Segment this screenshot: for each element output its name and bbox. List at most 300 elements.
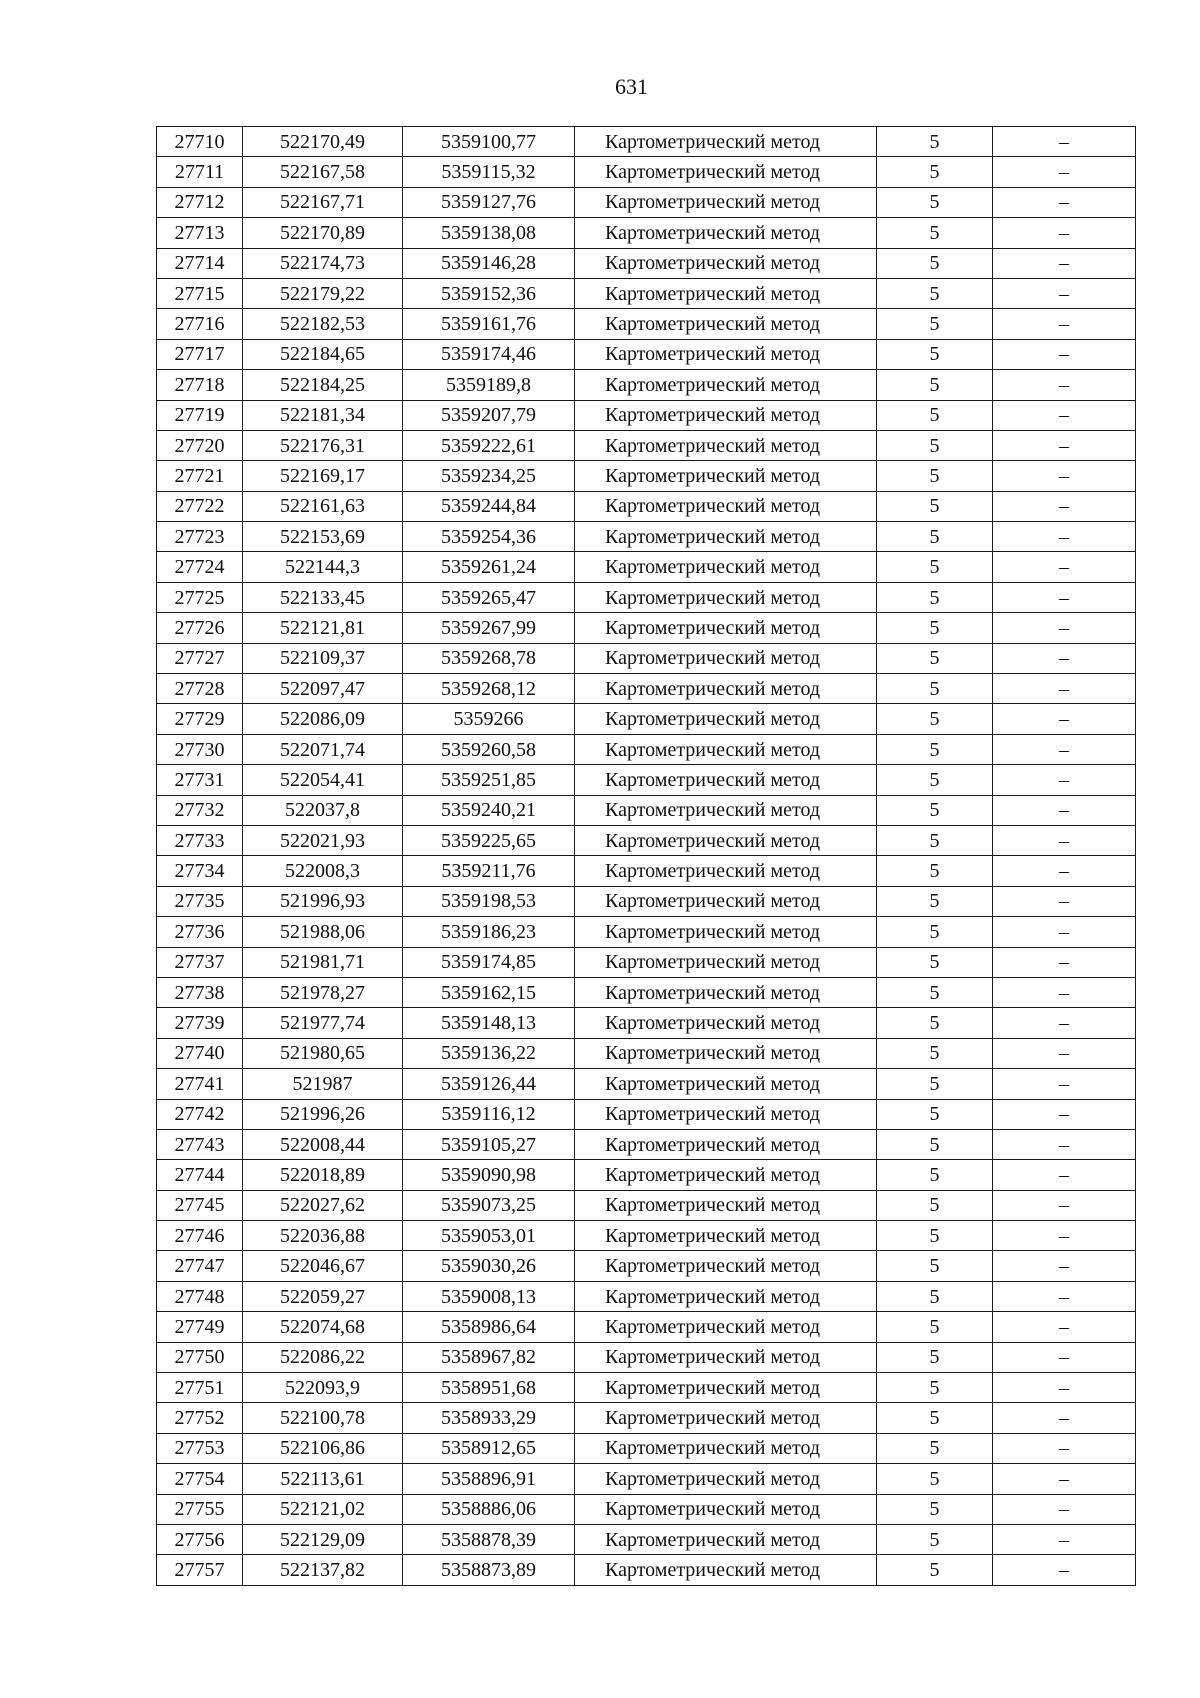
method-cell: Картометрический метод: [575, 1342, 877, 1372]
method-cell: Картометрический метод: [575, 552, 877, 582]
point-number-cell: 27723: [157, 522, 243, 552]
accuracy-cell: 5: [877, 1008, 993, 1038]
table-row: [157, 430, 1136, 460]
description-cell: –: [993, 309, 1136, 339]
y-coordinate-cell: 5359105,27: [403, 1129, 575, 1159]
method-cell: Картометрический метод: [575, 1099, 877, 1129]
accuracy-cell: 5: [877, 947, 993, 977]
point-number-cell: 27728: [157, 674, 243, 704]
y-coordinate-cell: 5359240,21: [403, 795, 575, 825]
accuracy-cell: 5: [877, 1038, 993, 1068]
table-row: [157, 1008, 1136, 1038]
point-number-cell: 27753: [157, 1433, 243, 1463]
description-cell: –: [993, 157, 1136, 187]
table-row: [157, 127, 1136, 157]
point-number-cell: 27743: [157, 1129, 243, 1159]
x-coordinate-cell: 522071,74: [243, 734, 403, 764]
table-row: [157, 1190, 1136, 1220]
point-number-cell: 27734: [157, 856, 243, 886]
point-number-cell: 27742: [157, 1099, 243, 1129]
method-cell: Картометрический метод: [575, 1221, 877, 1251]
description-cell: –: [993, 1555, 1136, 1585]
table-row: [157, 917, 1136, 947]
point-number-cell: 27745: [157, 1190, 243, 1220]
point-number-cell: 27741: [157, 1069, 243, 1099]
x-coordinate-cell: 522121,02: [243, 1494, 403, 1524]
point-number-cell: 27711: [157, 157, 243, 187]
x-coordinate-cell: 522176,31: [243, 430, 403, 460]
y-coordinate-cell: 5359234,25: [403, 461, 575, 491]
accuracy-cell: 5: [877, 1099, 993, 1129]
table-row: [157, 1524, 1136, 1554]
x-coordinate-cell: 521977,74: [243, 1008, 403, 1038]
table-row: [157, 1251, 1136, 1281]
accuracy-cell: 5: [877, 491, 993, 521]
description-cell: –: [993, 1494, 1136, 1524]
point-number-cell: 27732: [157, 795, 243, 825]
point-number-cell: 27730: [157, 734, 243, 764]
method-cell: Картометрический метод: [575, 704, 877, 734]
y-coordinate-cell: 5358933,29: [403, 1403, 575, 1433]
x-coordinate-cell: 522129,09: [243, 1524, 403, 1554]
y-coordinate-cell: 5359116,12: [403, 1099, 575, 1129]
accuracy-cell: 5: [877, 795, 993, 825]
y-coordinate-cell: 5358886,06: [403, 1494, 575, 1524]
method-cell: Картометрический метод: [575, 127, 877, 157]
method-cell: Картометрический метод: [575, 613, 877, 643]
accuracy-cell: 5: [877, 1221, 993, 1251]
table-row: [157, 552, 1136, 582]
accuracy-cell: 5: [877, 582, 993, 612]
y-coordinate-cell: 5359162,15: [403, 977, 575, 1007]
table-row: [157, 522, 1136, 552]
method-cell: Картометрический метод: [575, 1464, 877, 1494]
accuracy-cell: 5: [877, 825, 993, 855]
description-cell: –: [993, 218, 1136, 248]
method-cell: Картометрический метод: [575, 218, 877, 248]
y-coordinate-cell: 5358896,91: [403, 1464, 575, 1494]
coordinates-table: [156, 126, 1136, 1586]
table-row: [157, 309, 1136, 339]
accuracy-cell: 5: [877, 886, 993, 916]
accuracy-cell: 5: [877, 248, 993, 278]
accuracy-cell: 5: [877, 1403, 993, 1433]
description-cell: –: [993, 461, 1136, 491]
method-cell: Картометрический метод: [575, 278, 877, 308]
table-row: [157, 1312, 1136, 1342]
x-coordinate-cell: 522113,61: [243, 1464, 403, 1494]
table-row: [157, 157, 1136, 187]
accuracy-cell: 5: [877, 1342, 993, 1372]
point-number-cell: 27752: [157, 1403, 243, 1433]
point-number-cell: 27716: [157, 309, 243, 339]
description-cell: –: [993, 127, 1136, 157]
method-cell: Картометрический метод: [575, 1069, 877, 1099]
point-number-cell: 27731: [157, 765, 243, 795]
method-cell: Картометрический метод: [575, 1524, 877, 1554]
x-coordinate-cell: 522179,22: [243, 278, 403, 308]
description-cell: –: [993, 1251, 1136, 1281]
y-coordinate-cell: 5359174,46: [403, 339, 575, 369]
description-cell: –: [993, 400, 1136, 430]
method-cell: Картометрический метод: [575, 795, 877, 825]
description-cell: –: [993, 582, 1136, 612]
x-coordinate-cell: 521980,65: [243, 1038, 403, 1068]
x-coordinate-cell: 522086,22: [243, 1342, 403, 1372]
x-coordinate-cell: 522106,86: [243, 1433, 403, 1463]
point-number-cell: 27724: [157, 552, 243, 582]
point-number-cell: 27725: [157, 582, 243, 612]
description-cell: –: [993, 674, 1136, 704]
method-cell: Картометрический метод: [575, 674, 877, 704]
x-coordinate-cell: 522109,37: [243, 643, 403, 673]
y-coordinate-cell: 5359266: [403, 704, 575, 734]
table-row: [157, 1342, 1136, 1372]
point-number-cell: 27727: [157, 643, 243, 673]
method-cell: Картометрический метод: [575, 856, 877, 886]
point-number-cell: 27740: [157, 1038, 243, 1068]
point-number-cell: 27756: [157, 1524, 243, 1554]
description-cell: –: [993, 1221, 1136, 1251]
x-coordinate-cell: 522137,82: [243, 1555, 403, 1585]
description-cell: –: [993, 704, 1136, 734]
x-coordinate-cell: 522027,62: [243, 1190, 403, 1220]
x-coordinate-cell: 522153,69: [243, 522, 403, 552]
method-cell: Картометрический метод: [575, 582, 877, 612]
point-number-cell: 27712: [157, 187, 243, 217]
method-cell: Картометрический метод: [575, 187, 877, 217]
description-cell: –: [993, 491, 1136, 521]
method-cell: Картометрический метод: [575, 430, 877, 460]
accuracy-cell: 5: [877, 370, 993, 400]
description-cell: –: [993, 1099, 1136, 1129]
method-cell: Картометрический метод: [575, 1160, 877, 1190]
point-number-cell: 27710: [157, 127, 243, 157]
point-number-cell: 27754: [157, 1464, 243, 1494]
y-coordinate-cell: 5359211,76: [403, 856, 575, 886]
y-coordinate-cell: 5359138,08: [403, 218, 575, 248]
accuracy-cell: 5: [877, 157, 993, 187]
method-cell: Картометрический метод: [575, 977, 877, 1007]
x-coordinate-cell: 522037,8: [243, 795, 403, 825]
table-row: [157, 1038, 1136, 1068]
point-number-cell: 27726: [157, 613, 243, 643]
y-coordinate-cell: 5359100,77: [403, 127, 575, 157]
y-coordinate-cell: 5359127,76: [403, 187, 575, 217]
description-cell: –: [993, 1524, 1136, 1554]
x-coordinate-cell: 522167,71: [243, 187, 403, 217]
y-coordinate-cell: 5359161,76: [403, 309, 575, 339]
point-number-cell: 27722: [157, 491, 243, 521]
x-coordinate-cell: 522161,63: [243, 491, 403, 521]
description-cell: –: [993, 248, 1136, 278]
point-number-cell: 27713: [157, 218, 243, 248]
description-cell: –: [993, 1038, 1136, 1068]
accuracy-cell: 5: [877, 643, 993, 673]
y-coordinate-cell: 5359251,85: [403, 765, 575, 795]
y-coordinate-cell: 5359152,36: [403, 278, 575, 308]
point-number-cell: 27729: [157, 704, 243, 734]
point-number-cell: 27735: [157, 886, 243, 916]
y-coordinate-cell: 5359265,47: [403, 582, 575, 612]
description-cell: –: [993, 430, 1136, 460]
x-coordinate-cell: 522121,81: [243, 613, 403, 643]
y-coordinate-cell: 5359198,53: [403, 886, 575, 916]
x-coordinate-cell: 522086,09: [243, 704, 403, 734]
accuracy-cell: 5: [877, 187, 993, 217]
x-coordinate-cell: 522100,78: [243, 1403, 403, 1433]
y-coordinate-cell: 5359073,25: [403, 1190, 575, 1220]
accuracy-cell: 5: [877, 309, 993, 339]
accuracy-cell: 5: [877, 917, 993, 947]
x-coordinate-cell: 522133,45: [243, 582, 403, 612]
method-cell: Картометрический метод: [575, 1008, 877, 1038]
accuracy-cell: 5: [877, 339, 993, 369]
y-coordinate-cell: 5359222,61: [403, 430, 575, 460]
y-coordinate-cell: 5359225,65: [403, 825, 575, 855]
description-cell: –: [993, 1373, 1136, 1403]
accuracy-cell: 5: [877, 127, 993, 157]
table-row: [157, 613, 1136, 643]
point-number-cell: 27719: [157, 400, 243, 430]
x-coordinate-cell: 522008,3: [243, 856, 403, 886]
x-coordinate-cell: 521988,06: [243, 917, 403, 947]
method-cell: Картометрический метод: [575, 886, 877, 916]
y-coordinate-cell: 5359174,85: [403, 947, 575, 977]
table-row: [157, 1433, 1136, 1463]
method-cell: Картометрический метод: [575, 1190, 877, 1220]
x-coordinate-cell: 522059,27: [243, 1281, 403, 1311]
description-cell: –: [993, 917, 1136, 947]
point-number-cell: 27749: [157, 1312, 243, 1342]
table-row: [157, 461, 1136, 491]
description-cell: –: [993, 339, 1136, 369]
y-coordinate-cell: 5359186,23: [403, 917, 575, 947]
accuracy-cell: 5: [877, 765, 993, 795]
method-cell: Картометрический метод: [575, 339, 877, 369]
y-coordinate-cell: 5359146,28: [403, 248, 575, 278]
accuracy-cell: 5: [877, 674, 993, 704]
point-number-cell: 27714: [157, 248, 243, 278]
point-number-cell: 27748: [157, 1281, 243, 1311]
y-coordinate-cell: 5358951,68: [403, 1373, 575, 1403]
description-cell: –: [993, 613, 1136, 643]
method-cell: Картометрический метод: [575, 917, 877, 947]
x-coordinate-cell: 522144,3: [243, 552, 403, 582]
description-cell: –: [993, 1190, 1136, 1220]
point-number-cell: 27736: [157, 917, 243, 947]
y-coordinate-cell: 5359244,84: [403, 491, 575, 521]
table-row: [157, 1099, 1136, 1129]
table-row: [157, 886, 1136, 916]
accuracy-cell: 5: [877, 461, 993, 491]
point-number-cell: 27718: [157, 370, 243, 400]
x-coordinate-cell: 522181,34: [243, 400, 403, 430]
description-cell: –: [993, 1069, 1136, 1099]
accuracy-cell: 5: [877, 1281, 993, 1311]
y-coordinate-cell: 5358986,64: [403, 1312, 575, 1342]
accuracy-cell: 5: [877, 1373, 993, 1403]
y-coordinate-cell: 5359260,58: [403, 734, 575, 764]
accuracy-cell: 5: [877, 1190, 993, 1220]
table-row: [157, 1373, 1136, 1403]
accuracy-cell: 5: [877, 1129, 993, 1159]
table-row: [157, 856, 1136, 886]
point-number-cell: 27747: [157, 1251, 243, 1281]
accuracy-cell: 5: [877, 1433, 993, 1463]
y-coordinate-cell: 5359008,13: [403, 1281, 575, 1311]
x-coordinate-cell: 522174,73: [243, 248, 403, 278]
description-cell: –: [993, 825, 1136, 855]
x-coordinate-cell: 522021,93: [243, 825, 403, 855]
description-cell: –: [993, 765, 1136, 795]
y-coordinate-cell: 5359207,79: [403, 400, 575, 430]
description-cell: –: [993, 522, 1136, 552]
accuracy-cell: 5: [877, 400, 993, 430]
method-cell: Картометрический метод: [575, 1403, 877, 1433]
y-coordinate-cell: 5358878,39: [403, 1524, 575, 1554]
table-row: [157, 977, 1136, 1007]
method-cell: Картометрический метод: [575, 1129, 877, 1159]
point-number-cell: 27744: [157, 1160, 243, 1190]
y-coordinate-cell: 5358967,82: [403, 1342, 575, 1372]
description-cell: –: [993, 795, 1136, 825]
x-coordinate-cell: 522184,65: [243, 339, 403, 369]
method-cell: Картометрический метод: [575, 1433, 877, 1463]
x-coordinate-cell: 521978,27: [243, 977, 403, 1007]
table-row: [157, 1494, 1136, 1524]
table-row: [157, 248, 1136, 278]
point-number-cell: 27737: [157, 947, 243, 977]
accuracy-cell: 5: [877, 1160, 993, 1190]
accuracy-cell: 5: [877, 430, 993, 460]
table-row: [157, 1221, 1136, 1251]
table-row: [157, 795, 1136, 825]
y-coordinate-cell: 5359267,99: [403, 613, 575, 643]
table-row: [157, 370, 1136, 400]
table-row: [157, 1464, 1136, 1494]
x-coordinate-cell: 522093,9: [243, 1373, 403, 1403]
accuracy-cell: 5: [877, 856, 993, 886]
table-row: [157, 734, 1136, 764]
y-coordinate-cell: 5359148,13: [403, 1008, 575, 1038]
x-coordinate-cell: 522054,41: [243, 765, 403, 795]
description-cell: –: [993, 1008, 1136, 1038]
table-row: [157, 825, 1136, 855]
y-coordinate-cell: 5359126,44: [403, 1069, 575, 1099]
accuracy-cell: 5: [877, 522, 993, 552]
table-row: [157, 1555, 1136, 1585]
table-row: [157, 947, 1136, 977]
x-coordinate-cell: 522008,44: [243, 1129, 403, 1159]
y-coordinate-cell: 5359189,8: [403, 370, 575, 400]
x-coordinate-cell: 522046,67: [243, 1251, 403, 1281]
accuracy-cell: 5: [877, 704, 993, 734]
x-coordinate-cell: 522182,53: [243, 309, 403, 339]
method-cell: Картометрический метод: [575, 400, 877, 430]
table-row: [157, 1129, 1136, 1159]
point-number-cell: 27715: [157, 278, 243, 308]
page-number: 631: [615, 74, 648, 99]
description-cell: –: [993, 977, 1136, 1007]
method-cell: Картометрический метод: [575, 1312, 877, 1342]
point-number-cell: 27721: [157, 461, 243, 491]
accuracy-cell: 5: [877, 977, 993, 1007]
table-row: [157, 1069, 1136, 1099]
description-cell: –: [993, 886, 1136, 916]
x-coordinate-cell: 522184,25: [243, 370, 403, 400]
y-coordinate-cell: 5359030,26: [403, 1251, 575, 1281]
y-coordinate-cell: 5359136,22: [403, 1038, 575, 1068]
y-coordinate-cell: 5358873,89: [403, 1555, 575, 1585]
table-row: [157, 765, 1136, 795]
method-cell: Картометрический метод: [575, 461, 877, 491]
x-coordinate-cell: 522167,58: [243, 157, 403, 187]
accuracy-cell: 5: [877, 1494, 993, 1524]
table-row: [157, 218, 1136, 248]
y-coordinate-cell: 5359268,78: [403, 643, 575, 673]
accuracy-cell: 5: [877, 278, 993, 308]
point-number-cell: 27750: [157, 1342, 243, 1372]
method-cell: Картометрический метод: [575, 1555, 877, 1585]
y-coordinate-cell: 5359268,12: [403, 674, 575, 704]
x-coordinate-cell: 521996,26: [243, 1099, 403, 1129]
table-row: [157, 187, 1136, 217]
description-cell: –: [993, 370, 1136, 400]
accuracy-cell: 5: [877, 613, 993, 643]
table-row: [157, 339, 1136, 369]
method-cell: Картометрический метод: [575, 1251, 877, 1281]
accuracy-cell: 5: [877, 552, 993, 582]
x-coordinate-cell: 522036,88: [243, 1221, 403, 1251]
x-coordinate-cell: 522169,17: [243, 461, 403, 491]
method-cell: Картометрический метод: [575, 370, 877, 400]
accuracy-cell: 5: [877, 1312, 993, 1342]
table-row: [157, 278, 1136, 308]
accuracy-cell: 5: [877, 1069, 993, 1099]
description-cell: –: [993, 947, 1136, 977]
point-number-cell: 27757: [157, 1555, 243, 1585]
table-row: [157, 400, 1136, 430]
x-coordinate-cell: 521987: [243, 1069, 403, 1099]
point-number-cell: 27738: [157, 977, 243, 1007]
description-cell: –: [993, 1312, 1136, 1342]
method-cell: Картометрический метод: [575, 643, 877, 673]
accuracy-cell: 5: [877, 218, 993, 248]
table-row: [157, 1403, 1136, 1433]
method-cell: Картометрический метод: [575, 825, 877, 855]
method-cell: Картометрический метод: [575, 734, 877, 764]
point-number-cell: 27755: [157, 1494, 243, 1524]
x-coordinate-cell: 522074,68: [243, 1312, 403, 1342]
method-cell: Картометрический метод: [575, 309, 877, 339]
method-cell: Картометрический метод: [575, 1038, 877, 1068]
x-coordinate-cell: 522170,49: [243, 127, 403, 157]
method-cell: Картометрический метод: [575, 522, 877, 552]
point-number-cell: 27751: [157, 1373, 243, 1403]
description-cell: –: [993, 1403, 1136, 1433]
method-cell: Картометрический метод: [575, 1281, 877, 1311]
x-coordinate-cell: 522097,47: [243, 674, 403, 704]
y-coordinate-cell: 5359090,98: [403, 1160, 575, 1190]
description-cell: –: [993, 734, 1136, 764]
method-cell: Картометрический метод: [575, 947, 877, 977]
description-cell: –: [993, 552, 1136, 582]
description-cell: –: [993, 1160, 1136, 1190]
table-row: [157, 582, 1136, 612]
y-coordinate-cell: 5359115,32: [403, 157, 575, 187]
description-cell: –: [993, 856, 1136, 886]
